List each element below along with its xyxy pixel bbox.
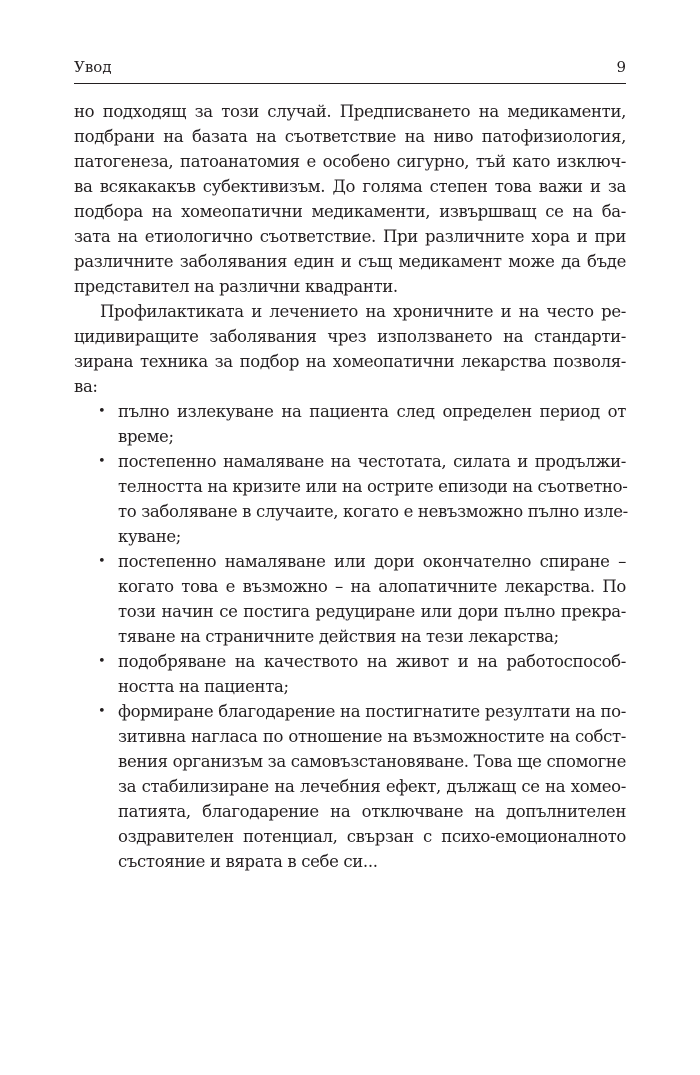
text-line: време; (118, 427, 174, 446)
text-line: подбора на хомеопатични медикаменти, извършващ се на ба- (74, 202, 626, 221)
text-line: патията, благодарение на отключване на допълнителен (118, 802, 626, 821)
list-item (98, 399, 626, 449)
text-line: патогенеза, патоанатомия е особено сигурно, тъй като изключ- (74, 152, 626, 171)
text-line: вения организъм за самовъзстановяване. Това ще спомогне (118, 752, 626, 771)
running-head-section-title: Увод (74, 58, 112, 76)
text-line: подобряване на качеството на живот и на работоспособ- (118, 652, 626, 671)
bullet-icon: • (98, 454, 106, 469)
list-item (98, 449, 628, 549)
body-text (74, 99, 626, 874)
text-line: тяване на страничните действия на тези лекарства; (118, 627, 559, 646)
bullet-icon: • (98, 554, 106, 569)
list-item (98, 549, 626, 649)
text-line: състояние и вярата в себе си... (118, 852, 378, 871)
text-line: зирана техника за подбор на хомеопатични лекарства позволя- (74, 352, 626, 371)
text-line: този начин се постига редуциране или дори пълно прекра- (118, 602, 626, 621)
bullet-icon: • (98, 404, 106, 419)
text-line: постепенно намаляване или дори окончателно спиране – (118, 552, 626, 571)
text-line: за стабилизиране на лечебния ефект, дължащ се на хомео- (118, 777, 626, 796)
benefits-list (74, 399, 626, 874)
text-line: цидивиращите заболявания чрез използването на стандарти- (74, 327, 626, 346)
paragraph-continuation (74, 99, 626, 299)
text-line: постепенно намаляване на честотата, силата и продължи- (118, 452, 626, 471)
text-line: оздравителен потенциал, свързан с психо-емоционалното (118, 827, 626, 846)
text-line: когато това е възможно – на алопатичните лекарства. По (118, 577, 626, 596)
text-line: формиране благодарение на постигнатите резултати на по- (118, 702, 626, 721)
list-item (98, 699, 626, 874)
bullet-icon: • (98, 654, 106, 669)
text-line: представител на различни квадранти. (74, 277, 398, 296)
text-line: ва: (74, 377, 98, 396)
header-rule (74, 83, 626, 84)
text-line: то заболяване в случаите, когато е невъзможно пълно изле- (118, 502, 628, 521)
text-line: зитивна нагласа по отношение на възможностите на собст- (118, 727, 626, 746)
page-number: 9 (616, 58, 626, 76)
text-line: но подходящ за този случай. Предписването на медикаменти, (74, 102, 626, 121)
bullet-icon: • (98, 704, 106, 719)
text-line: ността на пациента; (118, 677, 289, 696)
text-line: куване; (118, 527, 182, 546)
list-item (98, 649, 626, 699)
text-line: различните заболявания един и същ медикамент може да бъде (74, 252, 626, 271)
paragraph-prophylaxis (74, 299, 626, 399)
text-line: ва всякакакъв субективизъм. До голяма степен това важи и за (74, 177, 626, 196)
text-line: пълно излекуване на пациента след определен период от (118, 402, 626, 421)
running-head (74, 56, 626, 78)
text-line: телността на кризите или на острите епизоди на съответно- (118, 477, 628, 496)
text-line: Профилактиката и лечението на хроничните и на често ре- (100, 302, 626, 321)
text-line: подбрани на базата на съответствие на ниво патофизиология, (74, 127, 626, 146)
text-line: зата на етиологично съответствие. При различните хора и при (74, 227, 626, 246)
